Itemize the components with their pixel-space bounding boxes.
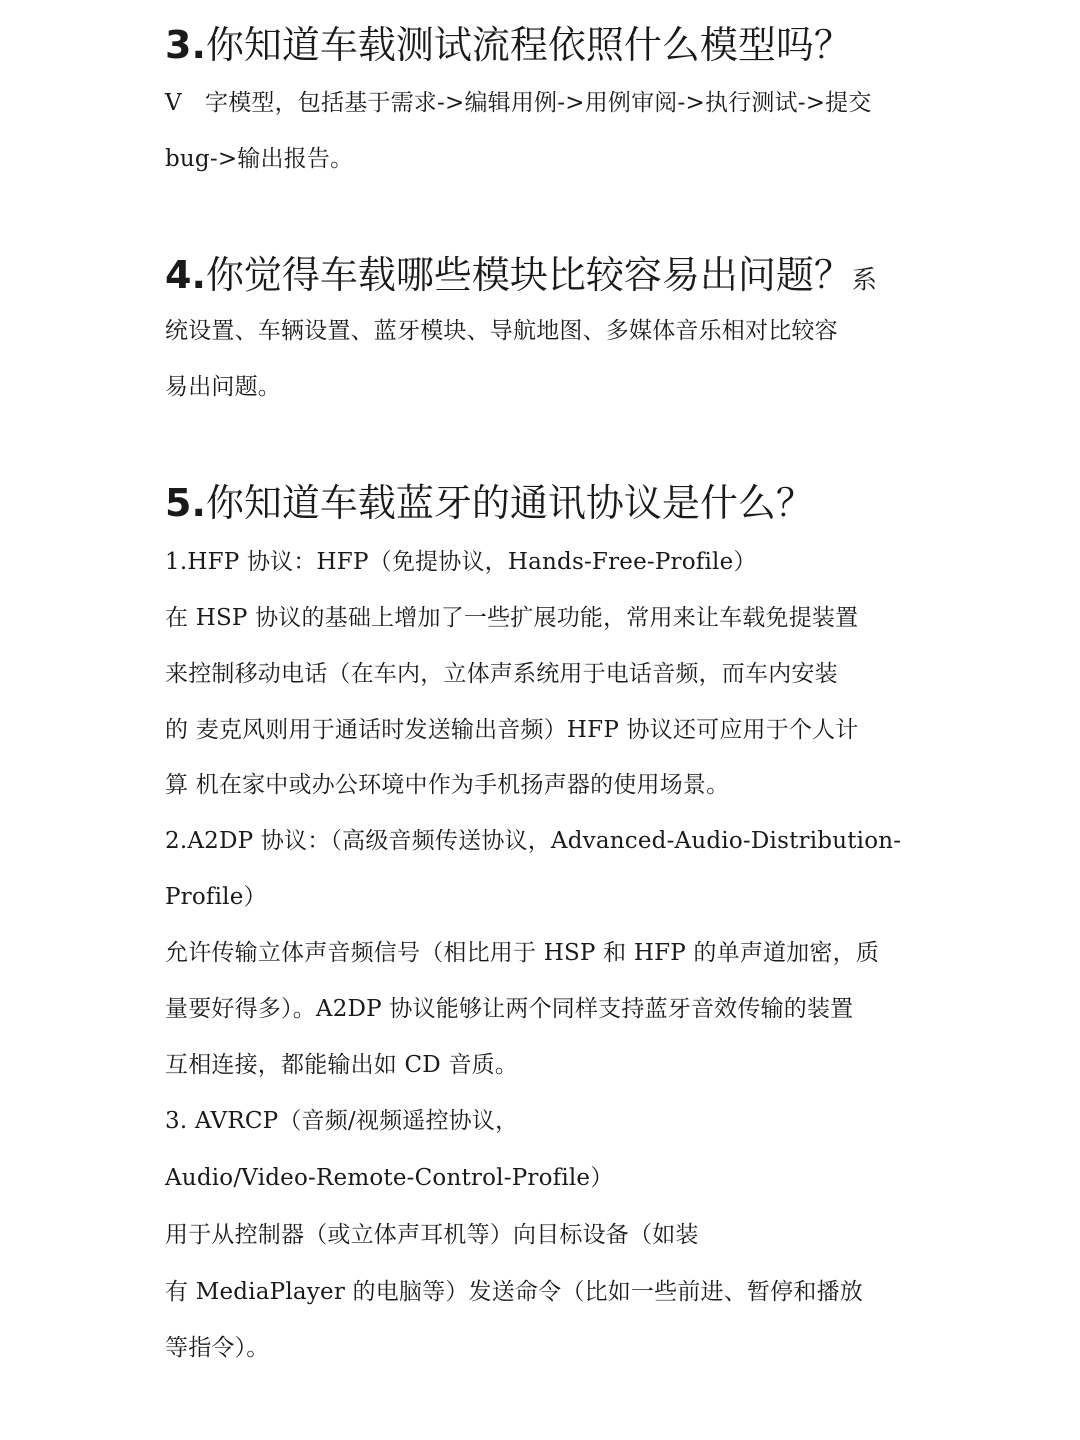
question-3-heading (165, 23, 852, 67)
answer-4-line-1: 统设置、车辆设置、蓝牙模块、导航地图、多媒体音乐相对比较容 (165, 318, 838, 344)
question-3-title: 你知道车载测试流程依照什么模型吗？ (205, 23, 852, 67)
answer-5-line-12: Audio/Video-Remote-Control-Profile） (165, 1165, 614, 1191)
answer-5-line-13: 用于从控制器（或立体声耳机等）向目标设备（如装 (165, 1222, 699, 1248)
answer-3-line-1: V 字模型，包括基于需求->编辑用例->用例审阅->执行测试->提交 (165, 90, 872, 116)
question-5-title: 你知道车载蓝牙的通讯协议是什么？ (205, 481, 814, 525)
answer-3-line-2: bug->输出报告。 (165, 146, 354, 172)
answer-5-line-15: 等指令）。 (165, 1335, 270, 1361)
question-4-number: 4. (165, 253, 206, 297)
answer-5-line-2: 在 HSP 协议的基础上增加了一些扩展功能，常用来让车载免提装置 (165, 605, 859, 631)
answer-5-line-9: 量要好得多）。A2DP 协议能够让两个同样支持蓝牙音效传输的装置 (165, 996, 854, 1022)
question-3-number: 3. (165, 23, 206, 67)
answer-5-line-4: 的 麦克风则用于通话时发送输出音频）HFP 协议还可应用于个人计 (165, 717, 859, 743)
answer-4-leading-char: 系 (851, 265, 877, 294)
question-4-heading (165, 253, 877, 297)
answer-5-line-14: 有 MediaPlayer 的电脑等）发送命令（比如一些前进、暂停和播放 (165, 1279, 863, 1305)
answer-5-line-6: 2.A2DP 协议：（高级音频传送协议，Advanced-Audio-Distribution- (165, 828, 902, 854)
question-4-title: 你觉得车载哪些模块比较容易出问题？ (205, 253, 852, 297)
answer-5-line-5: 算 机在家中或办公环境中作为手机扬声器的使用场景。 (165, 772, 730, 798)
question-5-number: 5. (165, 481, 206, 525)
answer-5-line-3: 来控制移动电话（在车内，立体声系统用于电话音频，而车内安装 (165, 661, 838, 687)
answer-5-line-7: Profile） (165, 884, 267, 910)
question-5-heading (165, 481, 814, 525)
answer-5-line-11: 3. AVRCP（音频/视频遥控协议， (165, 1108, 519, 1134)
answer-4-line-2: 易出问题。 (165, 374, 281, 400)
answer-5-line-1: 1.HFP 协议：HFP（免提协议，Hands-Free-Profile） (165, 549, 757, 575)
answer-5-line-10: 互相连接，都能输出如 CD 音质。 (165, 1052, 519, 1078)
answer-5-line-8: 允许传输立体声音频信号（相比用于 HSP 和 HFP 的单声道加密，质 (165, 940, 880, 966)
